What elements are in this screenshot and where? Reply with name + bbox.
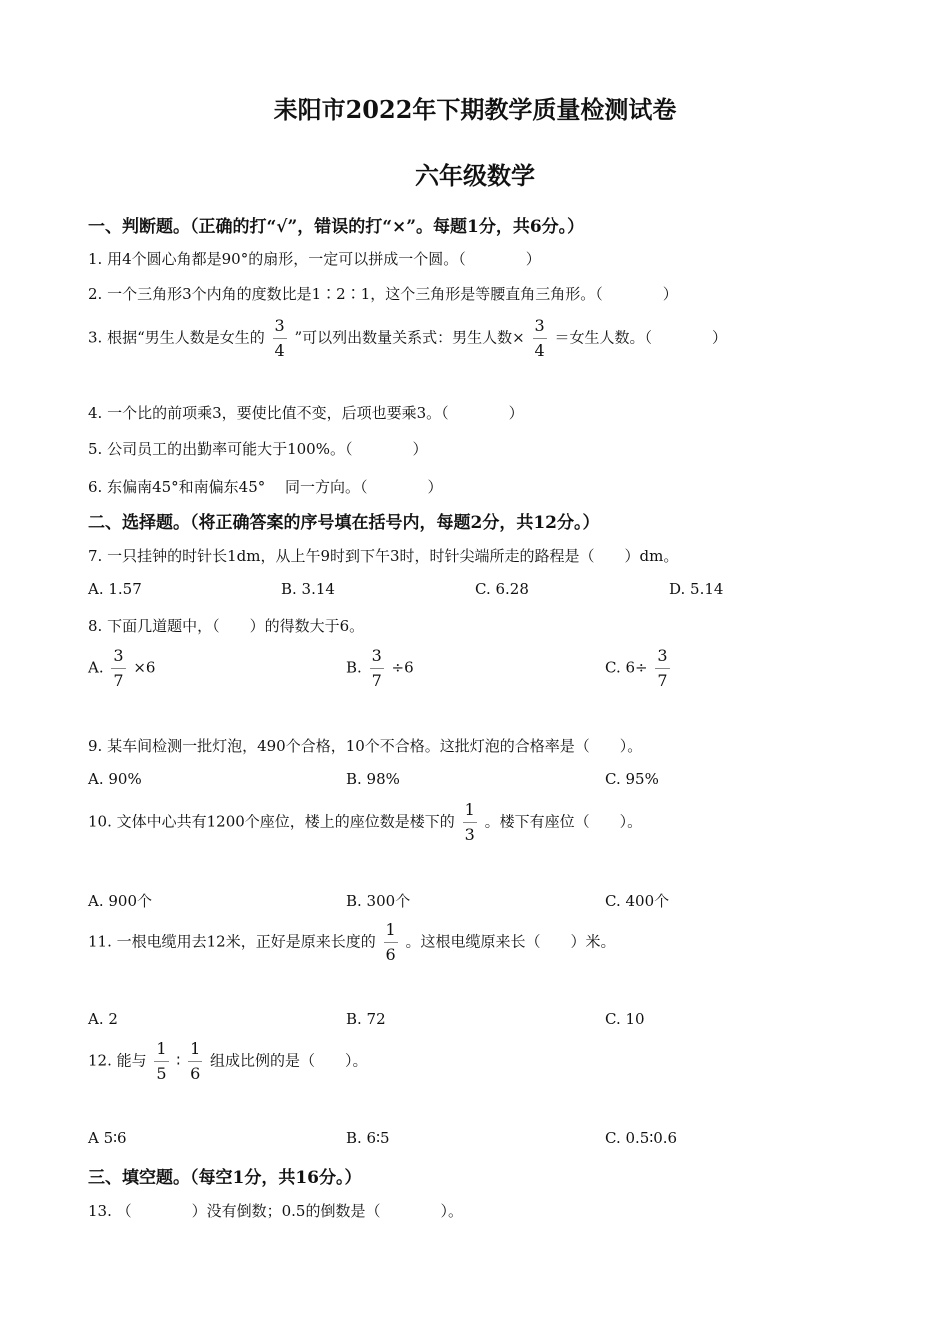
section-judgement-heading: 一、判断题。（正确的打“√”，错误的打“×”。每题1分，共6分。） bbox=[88, 217, 585, 237]
fraction-1-6 bbox=[188, 1041, 202, 1082]
fraction-denominator: 6 bbox=[385, 945, 396, 964]
q11-option-a: A. 2 bbox=[88, 1010, 118, 1028]
q12-option-b: B. 6∶5 bbox=[346, 1129, 390, 1147]
question-11-text-pre: 11. 一根电缆用去12米，正好是原来长度的 bbox=[88, 932, 376, 951]
q9-option-b: B. 98% bbox=[346, 770, 400, 788]
question-6: 6. 东偏南45°和南偏东45° 同一方向。（ ） bbox=[88, 478, 443, 496]
question-10 bbox=[88, 802, 642, 843]
q10-option-c: C. 400个 bbox=[605, 892, 670, 910]
fraction-numerator: 3 bbox=[370, 648, 384, 669]
q7-option-b: B. 3.14 bbox=[281, 580, 335, 598]
q9-option-c: C. 95% bbox=[605, 770, 659, 788]
q8-option-b-label: B. bbox=[346, 658, 362, 677]
question-3-text-pre: 3. 根据“男生人数是女生的 bbox=[88, 328, 265, 347]
question-11 bbox=[88, 922, 615, 963]
fraction-numerator: 1 bbox=[463, 802, 477, 823]
question-12-text-pre: 12. 能与 bbox=[88, 1051, 147, 1070]
q8-option-a bbox=[88, 648, 155, 689]
question-3 bbox=[88, 318, 727, 359]
exam-subtitle: 六年级数学 bbox=[415, 161, 535, 190]
q12-option-a: A 5∶6 bbox=[88, 1129, 127, 1147]
question-7: 7. 一只挂钟的时针长1dm，从上午9时到下午3时，时针尖端所走的路程是（ ）dm。 bbox=[88, 547, 679, 565]
exam-title: 耒阳市2022年下期教学质量检测试卷 bbox=[273, 95, 677, 124]
fraction-3-4 bbox=[533, 318, 547, 359]
q7-option-d: D. 5.14 bbox=[669, 580, 724, 598]
fraction-1-5 bbox=[154, 1041, 168, 1082]
fraction-numerator: 3 bbox=[111, 648, 125, 669]
q9-option-a: A. 90% bbox=[88, 770, 142, 788]
question-9: 9. 某车间检测一批灯泡，490个合格，10个不合格。这批灯泡的合格率是（ ）。 bbox=[88, 737, 643, 755]
q11-option-c: C. 10 bbox=[605, 1010, 645, 1028]
fraction-denominator: 5 bbox=[156, 1064, 167, 1083]
question-13: 13. （ ）没有倒数；0.5的倒数是（ ）。 bbox=[88, 1202, 463, 1220]
question-8: 8. 下面几道题中，（ ）的得数大于6。 bbox=[88, 617, 365, 635]
question-10-text-pre: 10. 文体中心共有1200个座位，楼上的座位数是楼下的 bbox=[88, 812, 455, 831]
fraction-denominator: 7 bbox=[371, 671, 382, 690]
q11-option-b: B. 72 bbox=[346, 1010, 386, 1028]
q8-option-b bbox=[346, 648, 414, 689]
question-1: 1. 用4个圆心角都是90°的扇形，一定可以拼成一个圆。（ ） bbox=[88, 250, 541, 268]
q12-option-c: C. 0.5∶0.6 bbox=[605, 1129, 678, 1147]
fraction-denominator: 7 bbox=[113, 671, 124, 690]
question-11-text-post: 。这根电缆原来长（ ）米。 bbox=[405, 932, 616, 951]
fraction-numerator: 3 bbox=[533, 318, 547, 339]
fraction-3-7 bbox=[655, 648, 669, 689]
fraction-numerator: 1 bbox=[188, 1041, 202, 1062]
fraction-numerator: 3 bbox=[655, 648, 669, 669]
q8-option-a-rest: ×6 bbox=[133, 658, 156, 677]
fraction-1-6 bbox=[384, 922, 398, 963]
fraction-3-7 bbox=[111, 648, 125, 689]
section-fill-heading: 三、填空题。（每空1分，共16分。） bbox=[88, 1168, 362, 1188]
question-12 bbox=[88, 1041, 368, 1082]
q7-option-a: A. 1.57 bbox=[88, 580, 142, 598]
fraction-denominator: 4 bbox=[274, 341, 285, 360]
q8-option-c-label: C. 6÷ bbox=[605, 658, 648, 677]
section-choice-heading: 二、选择题。（将正确答案的序号填在括号内，每题2分，共12分。） bbox=[88, 513, 600, 533]
fraction-numerator: 1 bbox=[384, 922, 398, 943]
question-12-text-post: 组成比例的是（ ）。 bbox=[210, 1051, 368, 1070]
fraction-denominator: 3 bbox=[464, 825, 475, 844]
q7-option-c: C. 6.28 bbox=[475, 580, 529, 598]
ratio-colon: ∶ bbox=[176, 1051, 181, 1070]
q8-option-c bbox=[605, 648, 673, 689]
question-2: 2. 一个三角形3个内角的度数比是1∶2∶1，这个三角形是等腰直角三角形。（ ） bbox=[88, 285, 678, 303]
fraction-denominator: 4 bbox=[534, 341, 545, 360]
fraction-numerator: 1 bbox=[154, 1041, 168, 1062]
question-5: 5. 公司员工的出勤率可能大于100%。（ ） bbox=[88, 440, 428, 458]
q8-option-a-label: A. bbox=[88, 658, 104, 677]
question-4: 4. 一个比的前项乘3，要使比值不变，后项也要乘3。（ ） bbox=[88, 404, 524, 422]
q10-option-a: A. 900个 bbox=[88, 892, 152, 910]
fraction-denominator: 6 bbox=[190, 1064, 201, 1083]
question-10-text-post: 。楼下有座位（ ）。 bbox=[484, 812, 643, 831]
fraction-3-7 bbox=[370, 648, 384, 689]
fraction-numerator: 3 bbox=[273, 318, 287, 339]
question-3-text-mid: ”可以列出数量关系式：男生人数× bbox=[294, 328, 525, 347]
q8-option-b-rest: ÷6 bbox=[391, 658, 414, 677]
fraction-3-4 bbox=[273, 318, 287, 359]
fraction-denominator: 7 bbox=[657, 671, 668, 690]
q10-option-b: B. 300个 bbox=[346, 892, 411, 910]
question-3-text-post: ＝女生人数。（ ） bbox=[554, 328, 728, 347]
fraction-1-3 bbox=[463, 802, 477, 843]
